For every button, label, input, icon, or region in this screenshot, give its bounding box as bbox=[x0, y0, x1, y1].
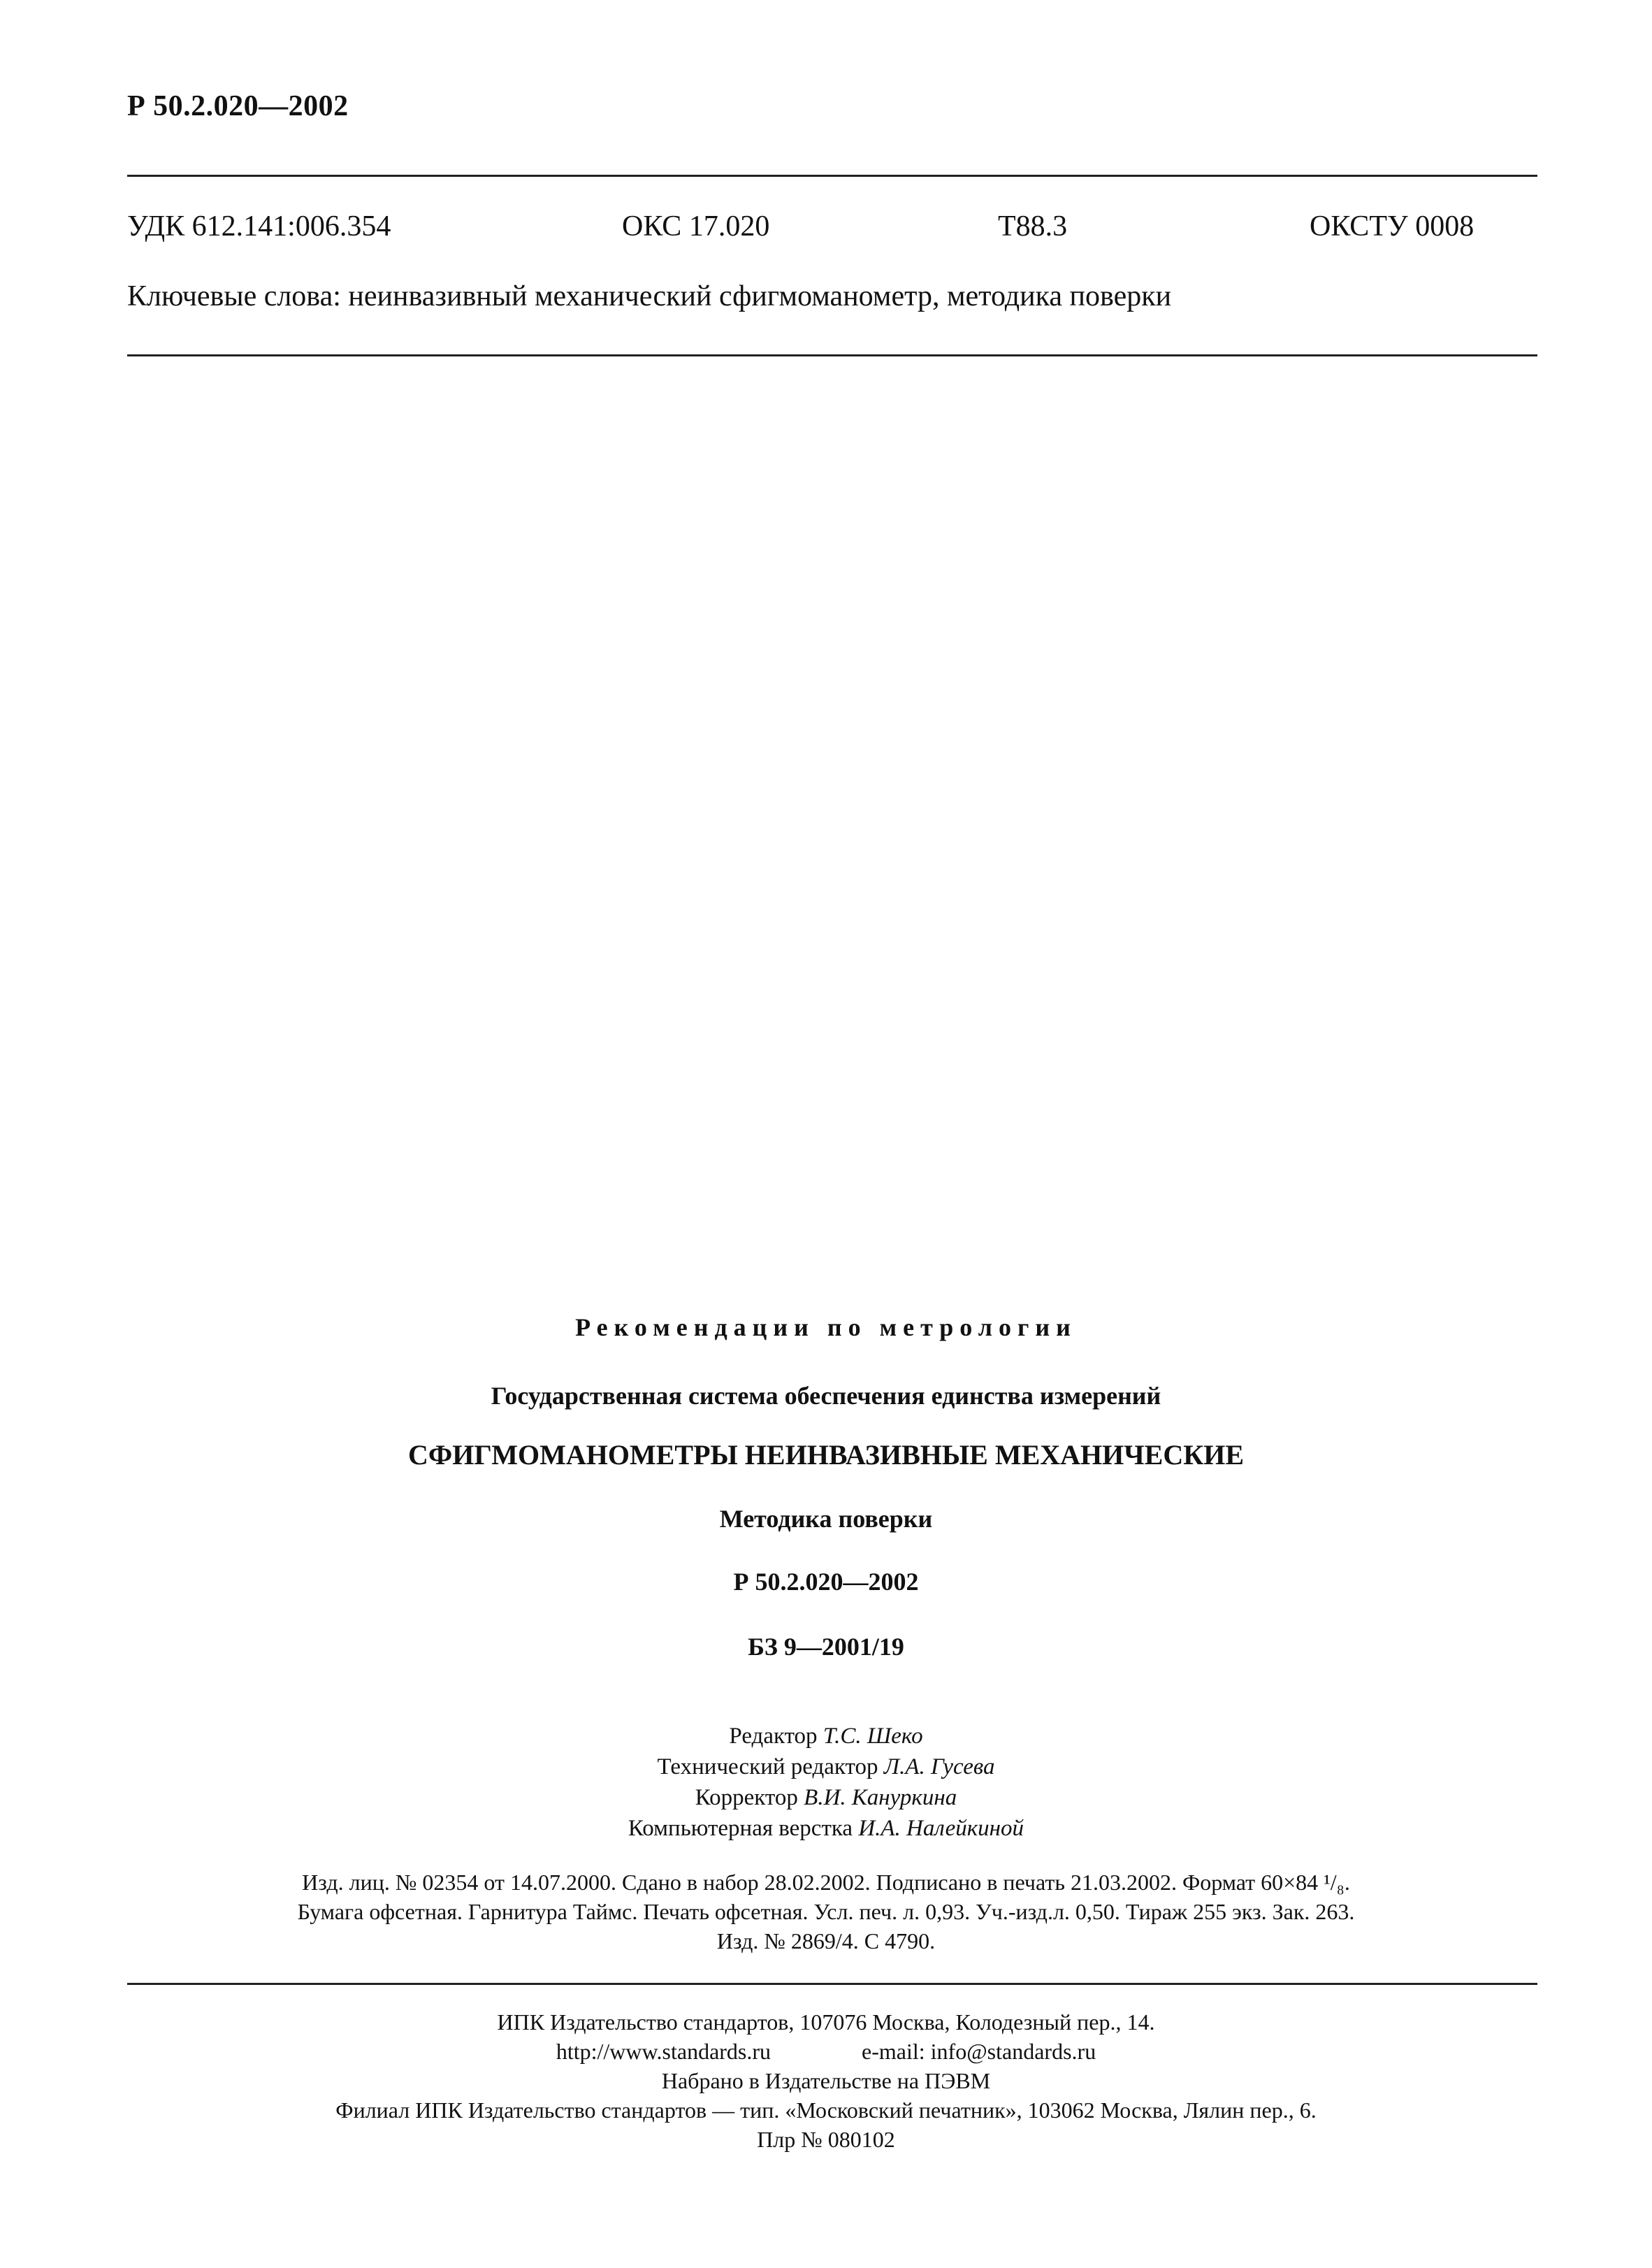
staff-tech-editor bbox=[0, 1751, 1652, 1782]
publisher-typeset: Набрано в Издательстве на ПЭВМ bbox=[661, 2068, 991, 2093]
publication-line-1: Изд. лиц. № 02354 от 14.07.2000. Сдано в набор 28.02.2002. Подписано в печать 21.03.2002. Формат 60×84 ¹/₈. bbox=[302, 1870, 1350, 1895]
bottom-divider bbox=[127, 1983, 1537, 1985]
publisher-address: ИПК Издательство стандартов, 107076 Москва, Колодезный пер., 14. bbox=[497, 2009, 1155, 2035]
oks-code: ОКС 17.020 bbox=[622, 210, 770, 243]
staff-role: Технический редактор bbox=[657, 1754, 878, 1779]
keywords-divider bbox=[127, 354, 1537, 356]
publication-line-2: Бумага офсетная. Гарнитура Таймс. Печать офсетная. Усл. печ. л. 0,93. Уч.-изд.л. 0,50. Тираж 255 экз. Зак. 263. bbox=[297, 1899, 1355, 1924]
document-code-header: Р 50.2.020—2002 bbox=[127, 90, 349, 122]
okstu-code: ОКСТУ 0008 bbox=[1310, 210, 1475, 243]
staff-role: Корректор bbox=[695, 1785, 798, 1810]
staff-name: Л.А. Гусева bbox=[883, 1754, 995, 1779]
staff-role: Редактор bbox=[729, 1724, 818, 1749]
staff-layout bbox=[0, 1813, 1652, 1844]
bz-number: БЗ 9—2001/19 bbox=[748, 1633, 904, 1661]
document-code: Р 50.2.020—2002 bbox=[733, 1568, 919, 1596]
publisher-website: http://www.standards.ru bbox=[556, 2039, 771, 2064]
staff-list bbox=[0, 1721, 1652, 1844]
t-code: Т88.3 bbox=[998, 210, 1068, 243]
staff-corrector bbox=[0, 1782, 1652, 1813]
series-heading: Рекомендации по метрологии bbox=[575, 1313, 1077, 1341]
system-heading: Государственная система обеспечения единства измерений bbox=[491, 1382, 1161, 1410]
top-divider bbox=[127, 175, 1537, 177]
publisher-license: Плр № 080102 bbox=[757, 2127, 895, 2152]
publisher-info bbox=[0, 2007, 1652, 2154]
document-subtitle: Методика поверки bbox=[719, 1505, 933, 1533]
staff-editor bbox=[0, 1721, 1652, 1751]
publication-info bbox=[0, 1868, 1652, 1956]
publisher-branch: Филиал ИПК Издательство стандартов — тип. «Московский печатник», 103062 Москва, Лялин пер., 6. bbox=[335, 2097, 1317, 2123]
udk-code: УДК 612.141:006.354 bbox=[127, 210, 391, 243]
staff-name: И.А. Налейкиной bbox=[858, 1816, 1024, 1841]
staff-name: Т.С. Шеко bbox=[823, 1724, 923, 1749]
document-title: СФИГМОМАНОМЕТРЫ НЕИНВАЗИВНЫЕ МЕХАНИЧЕСКИЕ bbox=[407, 1439, 1245, 1471]
keywords-line: Ключевые слова: неинвазивный механический сфигмоманометр, методика поверки bbox=[127, 280, 1172, 312]
publication-line-3: Изд. № 2869/4. С 4790. bbox=[716, 1928, 936, 1953]
publisher-email: e-mail: info@standards.ru bbox=[862, 2039, 1096, 2064]
staff-name: В.И. Кануркина bbox=[804, 1785, 957, 1810]
staff-role: Компьютерная верстка bbox=[628, 1816, 853, 1841]
publisher-contacts bbox=[0, 2037, 1652, 2066]
